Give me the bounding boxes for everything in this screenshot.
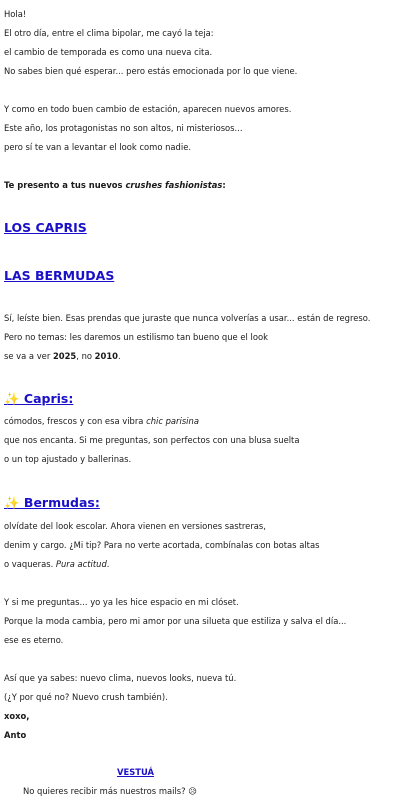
bermudas-line-3-prefix: o vaqueras. (4, 559, 56, 569)
capris-line-3: o un top ajustado y ballerinas. (4, 454, 132, 464)
author-name: Anto (4, 730, 27, 740)
capris-section-title: Capris: (19, 391, 74, 406)
year-2025: 2025 (52, 351, 77, 361)
xoxo (4, 711, 30, 721)
bermudas-line-1: olvídate del look escolar. Ahora vienen en versiones sastreras, (4, 521, 266, 531)
present-prefix: Te presento a tus nuevos (4, 180, 126, 190)
unsubscribe-text: No quieres recibir más nuestros mails? 😥 (23, 786, 197, 796)
bermudas-line-3-suffix: . (106, 559, 110, 569)
greeting: Hola! (4, 9, 27, 19)
sparkles-icon: ✨ (4, 495, 20, 510)
signoff-line-2: (¿Y por qué no? Nuevo crush también). (4, 692, 168, 702)
intro-line-2: el cambio de temporada es como una nueva cita. (4, 47, 213, 57)
season-line-1: Y como en todo buen cambio de estación, aparecen nuevos amores. (4, 104, 292, 114)
bermudas-line-3-emph: Pura actitud (55, 559, 107, 569)
year-2010: 2010 (94, 351, 118, 361)
capris-line-1-prefix: cómodos, frescos y con esa vibra (4, 416, 147, 426)
bermudas-section-title: Bermudas: (19, 495, 100, 510)
signoff-line-1: Así que ya sabes: nuevo clima, nuevos looks, nueva tú. (4, 673, 237, 683)
capris-link[interactable]: LOS CAPRIS (4, 220, 87, 235)
years-line (4, 351, 121, 361)
season-line-3: pero sí te van a levantar el look como nadie. (4, 142, 192, 152)
brand-link[interactable]: VESTUÁ (117, 767, 154, 777)
bermudas-section-link[interactable] (4, 495, 100, 510)
capris-line-2: que nos encanta. Si me preguntas, son perfectos con una blusa suelta (4, 435, 300, 445)
intro-line-1: El otro día, entre el clima bipolar, me cayó la teja: (4, 28, 214, 38)
intro-line-3: No sabes bien qué esperar... pero estás emocionada por lo que viene. (4, 66, 298, 76)
present-suffix: : (222, 180, 226, 190)
sparkles-icon: ✨ (4, 391, 20, 406)
years-prefix: se va a ver (4, 351, 53, 361)
closing-line-2: Porque la moda cambia, pero mi amor por una silueta que estiliza y salva el día... (4, 616, 347, 626)
author (4, 730, 26, 740)
bermudas-line-2: denim y cargo. ¿Mi tip? Para no verte acortada, combínalas con botas altas (4, 540, 320, 550)
years-mid: , no (76, 351, 95, 361)
bermudas-link[interactable]: LAS BERMUDAS (4, 268, 115, 283)
present-emph: crushes fashionistas (125, 180, 223, 190)
comeback-line-2: Pero no temas: les daremos un estilismo tan bueno que el look (4, 332, 268, 342)
capris-line-1-emph: chic parisina (146, 416, 199, 426)
closing-line-1: Y si me preguntas... yo ya les hice espacio en mi clóset. (4, 597, 239, 607)
capris-line-1 (4, 416, 199, 426)
comeback-line-1: Sí, leíste bien. Esas prendas que juraste que nunca volverías a usar... están de regreso. (4, 313, 371, 323)
bermudas-line-3 (4, 559, 109, 569)
season-line-2: Este año, los protagonistas no son altos, ni misteriosos... (4, 123, 243, 133)
present-line (4, 180, 226, 190)
xoxo-text: xoxo, (4, 711, 30, 721)
closing-line-3: ese es eterno. (4, 635, 64, 645)
capris-section-link[interactable] (4, 391, 73, 406)
years-suffix: . (117, 351, 121, 361)
